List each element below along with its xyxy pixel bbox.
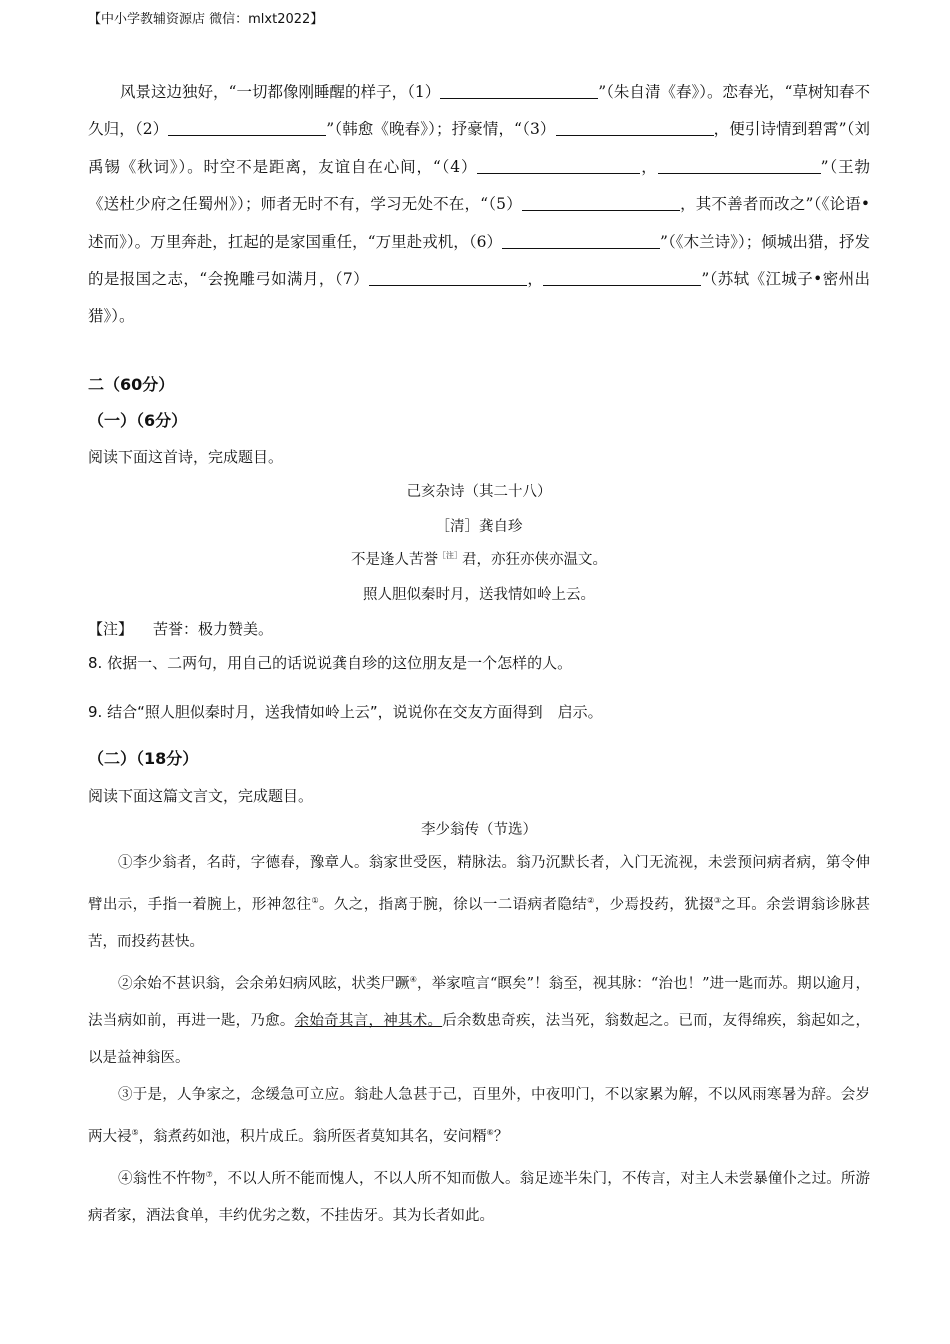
paragraph-1 <box>88 845 870 961</box>
answer-blank-1[interactable] <box>440 80 598 99</box>
part-2-instruction: 阅读下面这篇文言文，完成题目。 <box>88 787 314 805</box>
paragraph-2 <box>88 961 870 1077</box>
paragraph-4 <box>88 1156 870 1235</box>
footnote-marker: ⑤ <box>131 1128 139 1137</box>
part-2-title: （二）（18分） <box>88 749 199 768</box>
answer-blank-4a[interactable] <box>477 155 640 174</box>
footnote-marker: ⑦ <box>205 1170 213 1179</box>
answer-blank-4b[interactable] <box>658 155 821 174</box>
footnote-marker: ④ <box>409 975 418 984</box>
passage-text: ”（《木兰诗》）；倾城出猎，抒发的是报国之志，“会挽雕弓如满月，（7） <box>88 232 870 289</box>
poem-line-2: 照人胆似秦时月，送我情如岭上云。 <box>363 587 595 603</box>
note-label: 【注】 <box>88 620 134 638</box>
answer-blank-3[interactable] <box>556 117 714 136</box>
paragraph-3 <box>88 1077 870 1156</box>
paragraph-text: ，不以人所不能而愧人，不以人所不知而傲人。翁足迹半朱门，不传言，对主人未尝暴僮仆之过。所游病者家，酒法食单，丰约优劣之数，不挂齿牙。其为长者如此。 <box>88 1171 871 1224</box>
paragraph-text: 。久之，指离于腕，徐以一二语病者隐结 <box>319 897 588 913</box>
passage-text: ”（王勃《送杜少府之任蜀州》）；师者无时不有，学习无处不在，“（5） <box>88 157 870 214</box>
fill-in-blanks-passage <box>88 74 870 336</box>
footnote-marker: ② <box>587 896 595 905</box>
poem-text: 君，亦狂亦侠亦温文。 <box>462 552 607 568</box>
underlined-sentence: 余始奇其言，神其术。 <box>294 1013 443 1029</box>
part-1-instruction: 阅读下面这首诗，完成题目。 <box>88 448 284 466</box>
paragraph-text: ②余始不甚识翁，会余弟妇病风眩，状类尸蹶 <box>118 976 410 992</box>
passage-text: ”（朱自清《春》）。恋春光，“草树知春不久归，（2） <box>88 83 870 139</box>
passage-text: ， <box>527 270 544 289</box>
answer-blank-6[interactable] <box>502 230 660 249</box>
paragraph-text: ①李少翁者，名莳，字德春，豫章人。翁家世受医，精脉法。翁乃沉默长者，入门无流视，未尝预问病者病，第令伸臂出示，手指一着腕上，形神忽往 <box>88 855 870 913</box>
paragraph-text: ④翁性不忤物 <box>118 1171 206 1187</box>
passage-text: ”（苏轼《江城子•密州出猎》）。 <box>88 270 870 326</box>
poem-text: 不是逢人苦誉 <box>351 552 438 568</box>
answer-blank-7a[interactable] <box>369 267 527 286</box>
note-text: 苦誉：极力赞美。 <box>153 620 274 638</box>
poem-note <box>88 618 273 639</box>
paragraph-text: ，少焉投药，犹掇 <box>594 897 714 913</box>
part-1-title: （一）（6分） <box>88 411 188 430</box>
classical-text-title: 李少翁传（节选） <box>421 822 537 838</box>
paragraph-text: ，翁煮药如池，积片成丘。翁所医者莫知其名，安问糈 <box>138 1129 487 1145</box>
answer-blank-7b[interactable] <box>543 267 701 286</box>
paragraph-text: ③于是，人争家之，念缓急可立应。翁赴人急甚于己，百里外，中夜叩门，不以家累为解，不以风雨寒暑为辞。会岁两大祲 <box>88 1087 870 1145</box>
footnote-marker: ③ <box>713 896 722 905</box>
poem-author: ［清］龚自珍 <box>435 519 523 535</box>
question-8: 8. 依据一、二两句，用自己的话说说龚自珍的这位朋友是一个怎样的人。 <box>88 654 573 672</box>
answer-blank-2[interactable] <box>168 117 326 136</box>
paragraph-text: 后余数患奇疾，法当死，翁数起之。已而，友得绵疾，翁起如之，以是益神翁医。 <box>88 1013 871 1066</box>
footnote-marker: ⑥ <box>486 1128 494 1137</box>
passage-text: ”（韩愈《晚春》）；抒豪情，“（3） <box>326 120 556 139</box>
section-2-title: 二（60分） <box>88 375 175 394</box>
answer-blank-5[interactable] <box>522 192 680 211</box>
passage-text: ， <box>640 157 658 176</box>
passage-text: ，其不善者而改之”（《论语•述而》）。万里奔赴，扛起的是家国重任，“万里赴戎机，（6） <box>88 195 870 251</box>
passage-text: ，便引诗情到碧霄”（刘禹锡《秋词》）。时空不是距离，友谊自在心间，“（4） <box>88 120 870 176</box>
poem-title: 己亥杂诗（其二十八） <box>406 484 552 500</box>
paragraph-text: 之耳。余尝谓翁诊脉甚苦，而投药甚快。 <box>88 897 871 950</box>
question-9: 9. 结合“照人胆似秦时月，送我情如岭上云”，说说你在交友方面得到 启示。 <box>88 703 603 721</box>
source-header: 【中小学教辅资源店 微信：mlxt2022】 <box>88 12 324 27</box>
poem-line-1 <box>88 548 870 569</box>
paragraph-text: ？ <box>493 1129 509 1145</box>
note-marker: ［注］ <box>438 551 462 560</box>
classical-text-body <box>88 845 870 1235</box>
footnote-marker: ① <box>311 896 320 905</box>
paragraph-text: ，举家喧言“瞑矣”！翁至，视其脉：“治也！”进一匙而苏。期以逾月，法当病如前，再进一匙，乃愈。 <box>88 976 871 1029</box>
passage-text: 风景这边独好，“一切都像刚睡醒的样子，（1） <box>120 83 441 101</box>
